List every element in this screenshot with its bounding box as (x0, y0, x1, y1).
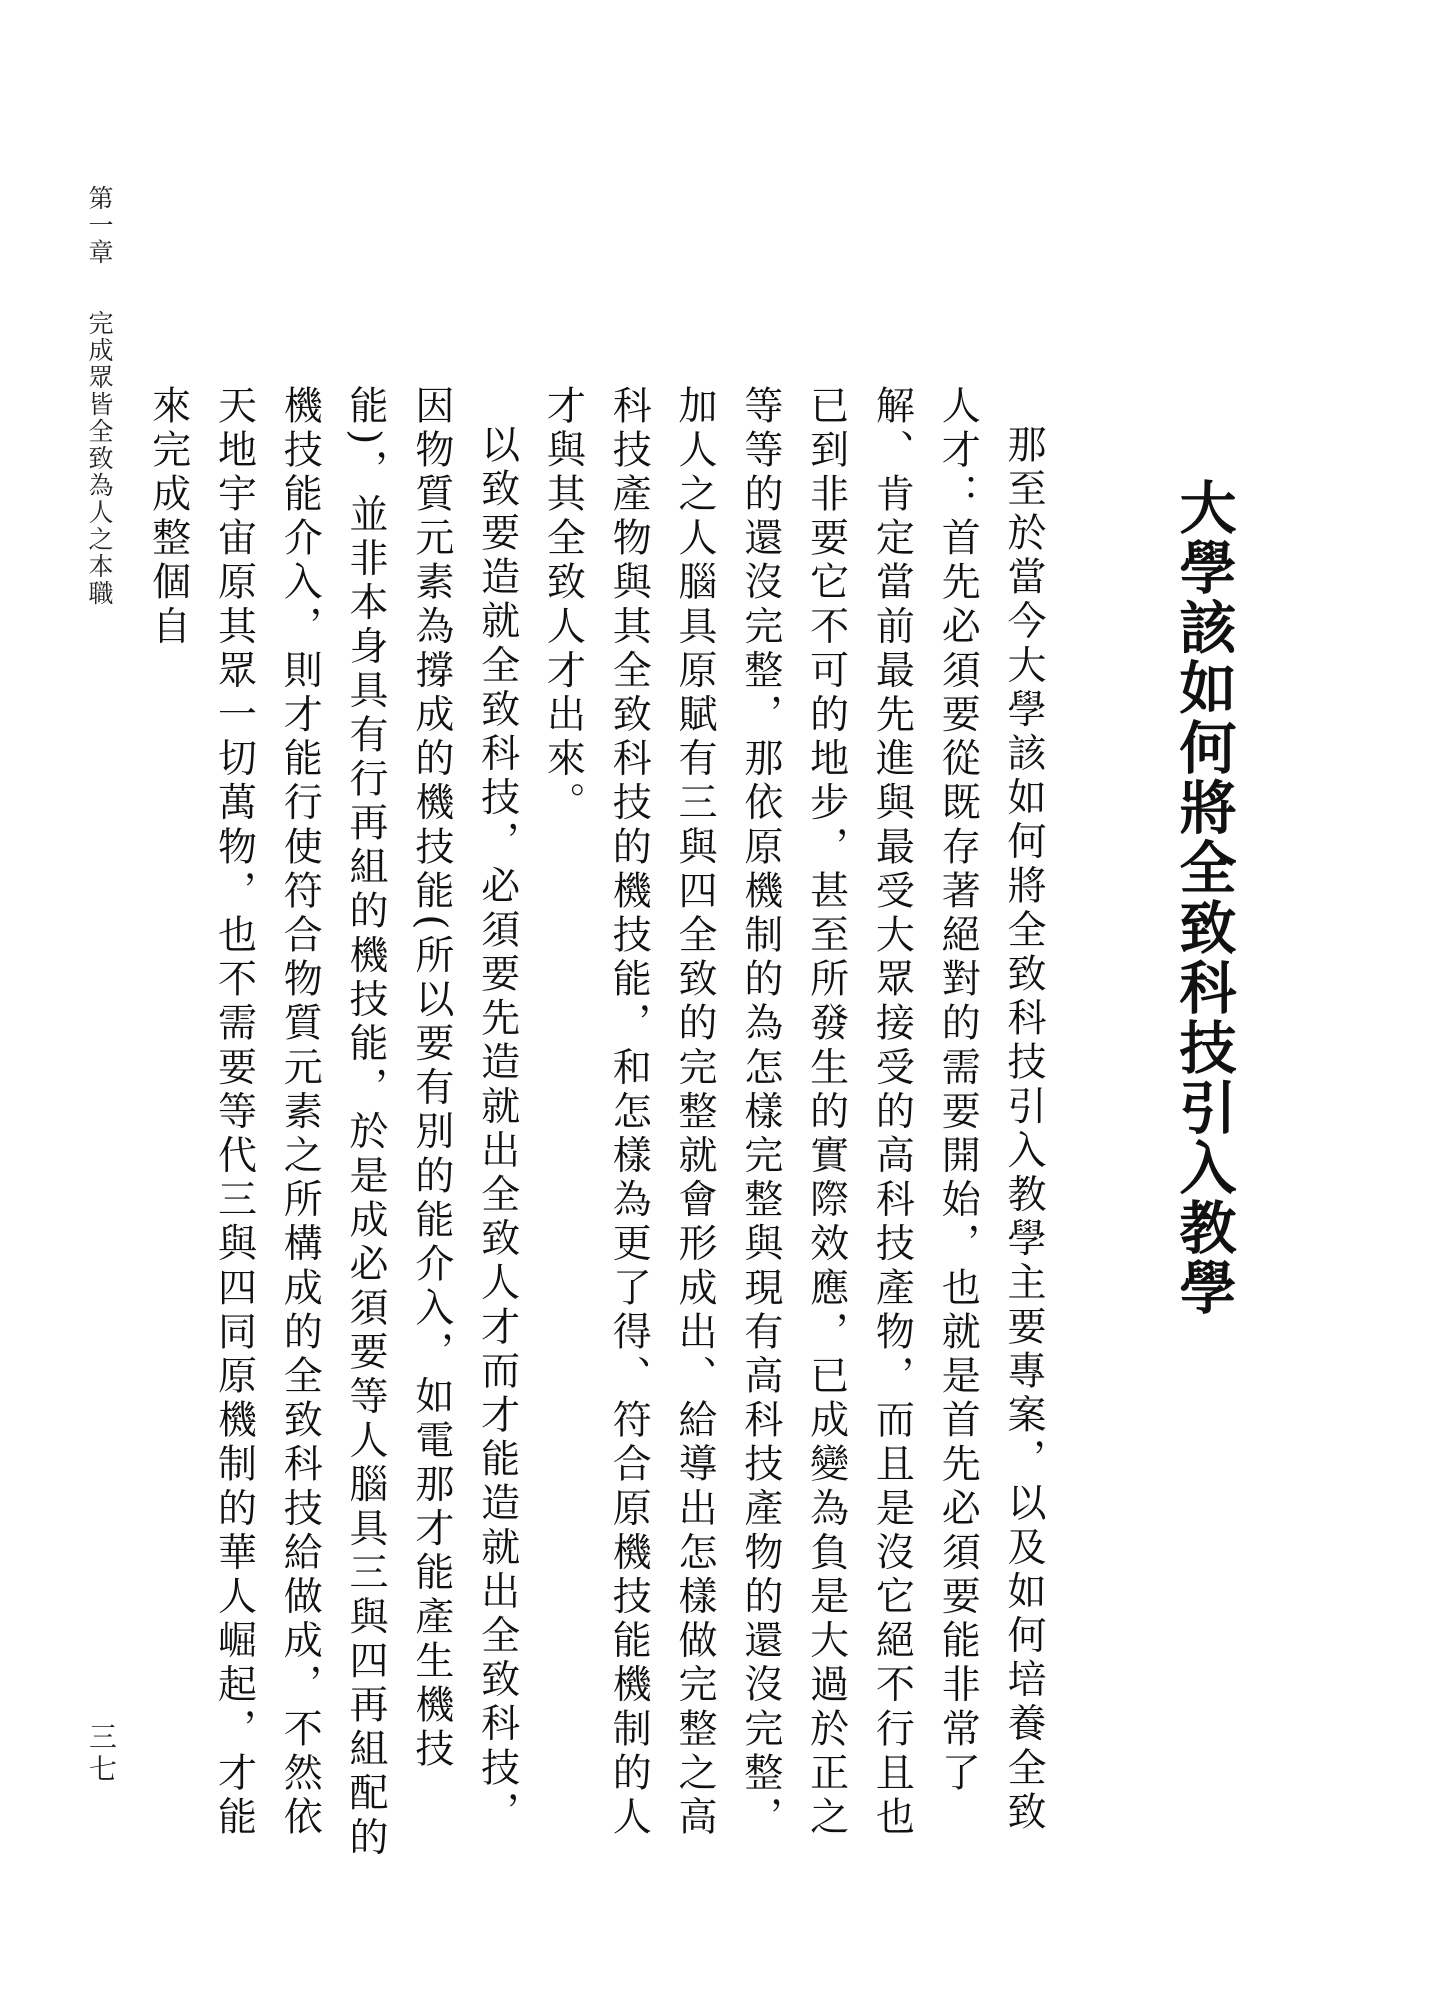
page-title: 大學該如何將全致科技引入教學 (1170, 478, 1236, 1318)
running-head-section: 完成眾皆全致為人之本職 (85, 310, 114, 607)
running-head-chapter: 第一章 (85, 185, 114, 266)
page-number: 三七 (85, 1722, 118, 1786)
paragraph-2: 以致要造就全致科技，必須要先造就出全致人才而才能造就出全致科技，因物質元素為撐成的機技能(所以要有別的能介入，如電那才能產生機技能)，並非本身具有行再組的機技能，於是成必須要等人腦具三與四再組配的機技能介入，則才能行使符合物質元素之所構成的全致科技給做成，不然依天地宇宙原其眾一切萬物，也不需要等代三與四同原機制的華人崛起，才能來完成整個自 (145, 385, 520, 1861)
paragraph-1: 那至於當今大學該如何將全致科技引入教學主要專案，以及如何培養全致人才：首先必須要從既存著絕對的需要開始，也就是首先必須要能非常了解、肯定當前最先進與最受大眾接受的高科技產物，而且是沒它絕不行且也已到非要它不可的地步，甚至所發生的實際效應，已成變為負是大過於正之等等的還沒完整，那依原機制的為怎樣完整與現有高科技產物的還沒完整，加人之人腦具原賦有三與四全致的完整就會形成出、給導出怎樣做完整之高科技產物與其全致科技的機技能，和怎樣為更了得、符合原機技能機制的人才與其全致人才出來。 (540, 385, 1046, 1841)
body-text (135, 385, 1056, 1875)
running-head (82, 185, 116, 607)
